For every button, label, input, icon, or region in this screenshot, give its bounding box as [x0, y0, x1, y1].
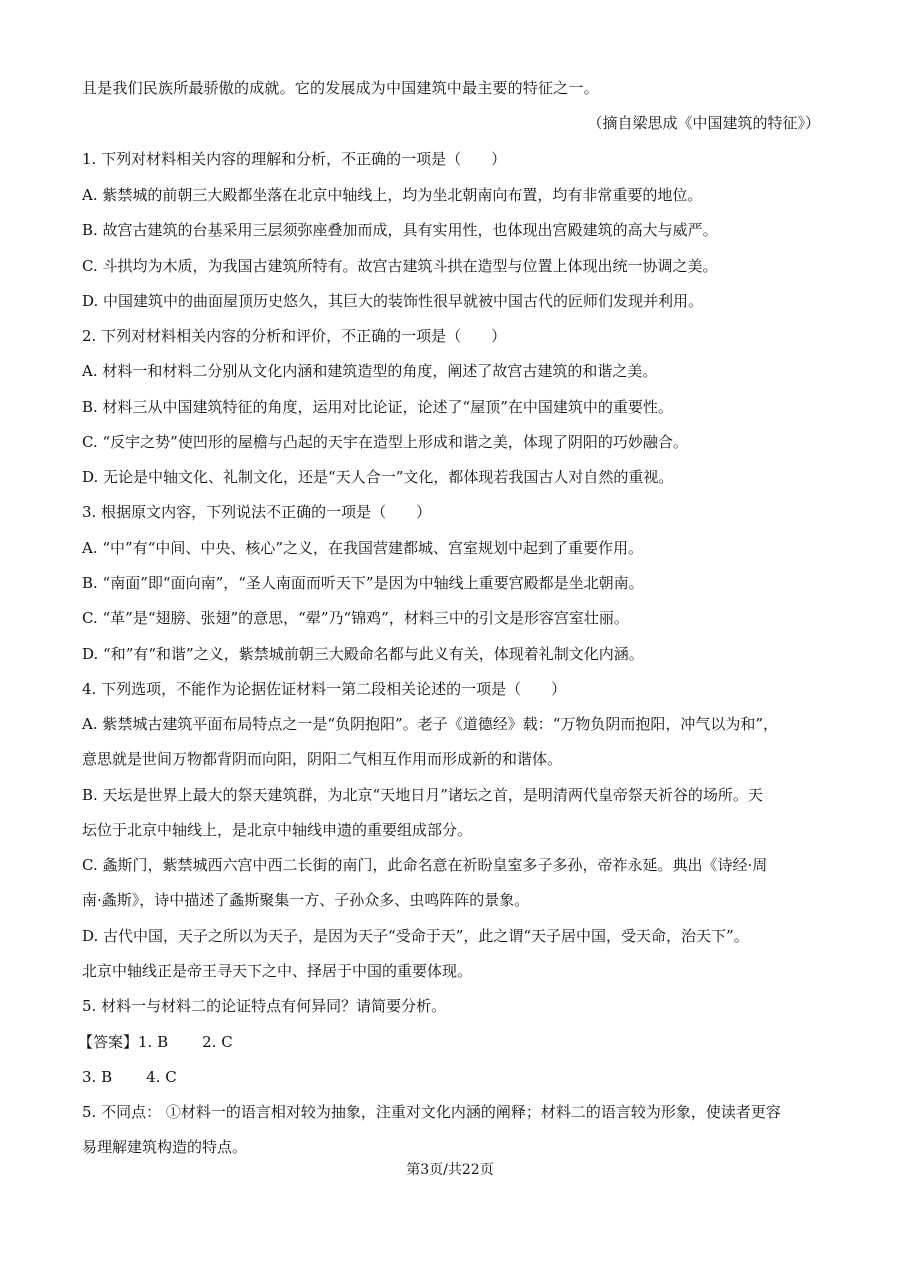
question-4-option-d-line2: 北京中轴线正是帝王寻天下之中、择居于中国的重要体现。 — [82, 962, 473, 980]
answer-5-line2: 易理解建筑构造的特点。 — [82, 1138, 248, 1156]
question-2-option-b: B. 材料三从中国建筑特征的角度，运用对比论证，论述了“屋顶”在中国建筑中的重要性。 — [82, 398, 673, 416]
question-3-option-a: A. “中”有“中间、中央、核心”之义，在我国营建都城、宫室规划中起到了重要作用。 — [82, 539, 644, 557]
question-4-option-d-line1: D. 古代中国，天子之所以为天子，是因为天子“受命于天”，此之谓“天子居中国，受天命，治天下”。 — [82, 927, 749, 945]
answer-3: 3. B — [82, 1068, 113, 1086]
question-4-option-b-line1: B. 天坛是世界上最大的祭天建筑群，为北京“天地日月”诸坛之首，是明清两代皇帝祭天祈谷的场所。天 — [82, 786, 763, 804]
question-2-option-c: C. “反宇之势”使凹形的屋檐与凸起的天宇在造型上形成和谐之美，体现了阴阳的巧妙融合。 — [82, 433, 688, 451]
question-4-option-c-line2: 南·螽斯》，诗中描述了螽斯聚集一方、子孙众多、虫鸣阵阵的景象。 — [82, 891, 530, 909]
question-2-option-a: A. 材料一和材料二分别从文化内涵和建筑造型的角度，阐述了故宫古建筑的和谐之美。 — [82, 362, 658, 380]
question-3-option-b: B. “南面”即“面向南”，“圣人南面而听天下”是因为中轴线上重要宫殿都是坐北朝南。 — [82, 574, 644, 592]
answer-2: 2. C — [202, 1033, 233, 1051]
question-4-option-a-line1: A. 紫禁城古建筑平面布局特点之一是“负阴抱阳”。老子《道德经》载：“万物负阴而抱阳，冲气以为和”， — [82, 715, 779, 733]
question-4-stem: 4. 下列选项，不能作为论据佐证材料一第二段相关论述的一项是（ ） — [82, 680, 567, 698]
question-4-option-b-line2: 坛位于北京中轴线上，是北京中轴线申遗的重要组成部分。 — [82, 821, 473, 839]
question-5-stem: 5. 材料一与材料二的论证特点有何异同？请简要分析。 — [82, 997, 447, 1015]
question-1-option-c: C. 斗拱均为木质，为我国古建筑所特有。故宫古建筑斗拱在造型与位置上体现出统一协调之美。 — [82, 257, 718, 275]
citation: （摘自梁思成《中国建筑的特征》） — [587, 114, 820, 132]
question-1-option-b: B. 故宫古建筑的台基采用三层须弥座叠加而成，具有实用性，也体现出宫殿建筑的高大与威严。 — [82, 221, 718, 239]
answer-row-2 — [82, 1067, 177, 1087]
question-1-option-d: D. 中国建筑中的曲面屋顶历史悠久，其巨大的装饰性很早就被中国古代的匠师们发现并利用。 — [82, 292, 704, 310]
question-2-option-d: D. 无论是中轴文化、礼制文化，还是“天人合一”文化，都体现若我国古人对自然的重视。 — [82, 468, 674, 486]
question-1-option-a: A. 紫禁城的前朝三大殿都坐落在北京中轴线上，均为坐北朝南向布置，均有非常重要的地位。 — [82, 186, 703, 204]
answer-label: 【答案】 — [78, 1033, 139, 1051]
answer-1: 1. B — [138, 1033, 169, 1051]
answer-5-line1: 5. 不同点： ①材料一的语言相对较为抽象，注重对文化内涵的阐释；材料二的语言较为形象，使读者更容 — [82, 1103, 781, 1121]
intro-line: 且是我们民族所最骄傲的成就。它的发展成为中国建筑中最主要的特征之一。 — [82, 79, 599, 97]
answer-4: 4. C — [146, 1068, 177, 1086]
question-1-stem: 1. 下列对材料相关内容的理解和分析，不正确的一项是（ ） — [82, 150, 507, 168]
question-3-stem: 3. 根据原文内容，下列说法不正确的一项是（ ） — [82, 503, 432, 521]
question-3-option-d: D. “和”有“和谐”之义，紫禁城前朝三大殿命名都与此义有关，体现着礼制文化内涵。 — [82, 645, 644, 663]
question-4-option-c-line1: C. 螽斯门，紫禁城西六宫中西二长街的南门，此命名意在祈盼皇室多子多孙，帝祚永延。典出《诗经·周 — [82, 856, 768, 874]
question-3-option-c: C. “革”是“翅膀、张翅”的意思，“翚”乃“锦鸡”，材料三中的引文是形容宫室壮丽。 — [82, 609, 629, 627]
page-footer: 第3页/共22页 — [406, 1162, 494, 1178]
answer-row-1 — [78, 1032, 233, 1052]
question-4-option-a-line2: 意思就是世间万物都背阴而向阳，阴阳二气相互作用而形成新的和谐体。 — [82, 750, 563, 768]
question-2-stem: 2. 下列对材料相关内容的分析和评价，不正确的一项是（ ） — [82, 327, 507, 345]
